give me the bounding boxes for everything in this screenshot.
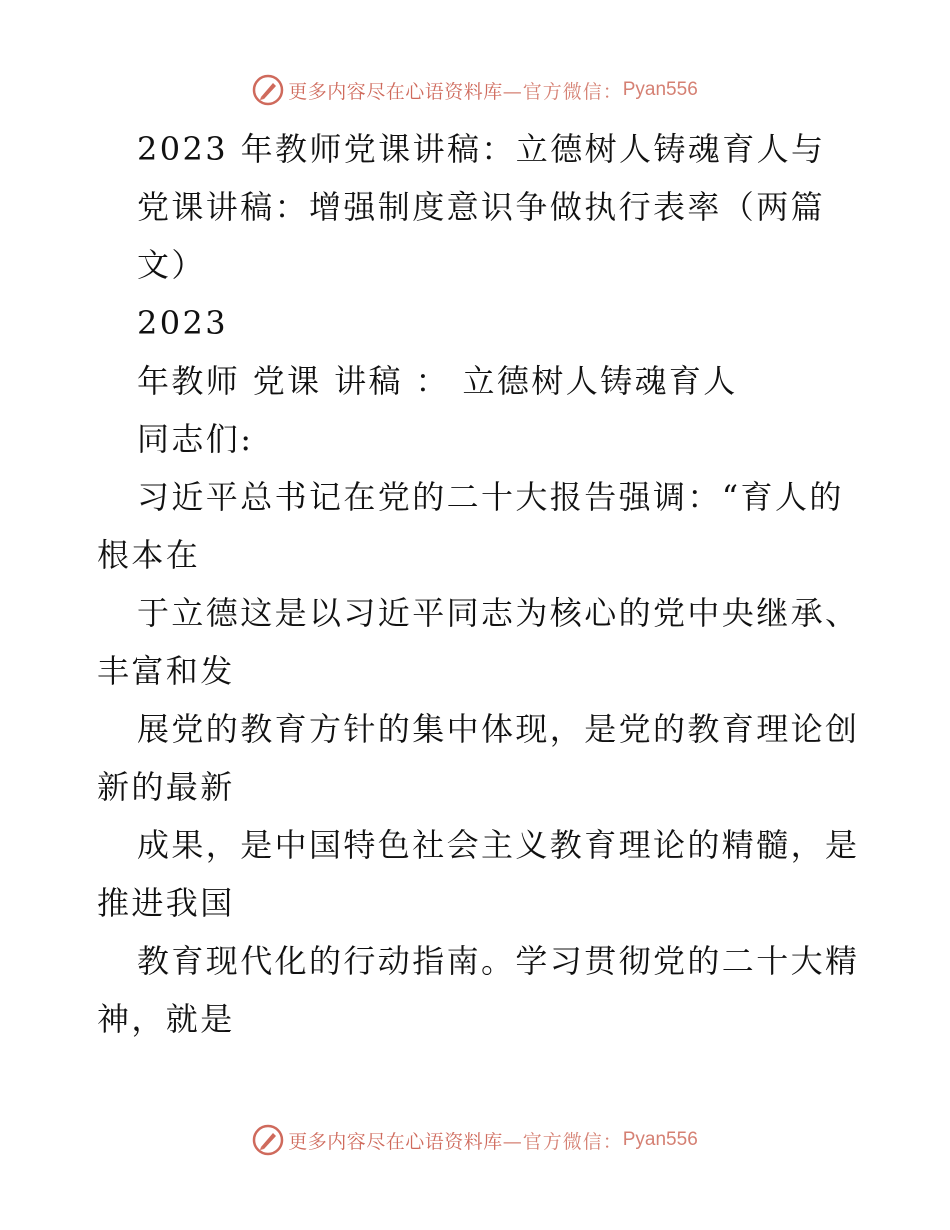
text-line: 习近平总书记在党的二十大报告强调：“育人的 [137, 478, 844, 516]
watermark-wechat-id: Pyan556 [622, 1129, 698, 1150]
watermark-contact: —官方微信： [502, 1130, 623, 1153]
text-line: 同志们: [137, 420, 254, 458]
watermark-wechat-id: Pyan556 [622, 79, 698, 100]
text-line: 于立德这是以习近平同志为核心的党中央继承、 [137, 594, 860, 632]
text-line: 2023 [137, 304, 229, 342]
text-line: 丰富和发 [97, 652, 235, 690]
text-line: 根本在 [97, 536, 201, 574]
text-line: 新的最新 [97, 768, 235, 806]
pen-nib-logo-icon [252, 1124, 284, 1156]
text-line: 推进我国 [97, 884, 235, 922]
text-line: 2023 年教师党课讲稿：立德树人铸魂育人与 [137, 130, 826, 168]
text-line: 党课讲稿：增强制度意识争做执行表率（两篇 [137, 188, 826, 226]
text-line: 成果，是中国特色社会主义教育理论的精髓，是 [137, 826, 860, 864]
watermark-footer [0, 1122, 950, 1158]
text-line: 文） [137, 246, 206, 284]
watermark-brand: 更多内容尽在心语资料库 [288, 1130, 503, 1153]
watermark-brand: 更多内容尽在心语资料库 [288, 80, 503, 103]
text-line: 展党的教育方针的集中体现，是党的教育理论创 [137, 710, 860, 748]
text-line: 神，就是 [97, 1000, 235, 1038]
document-body [97, 120, 860, 1048]
pen-nib-logo-icon [252, 74, 284, 106]
watermark-contact: —官方微信： [502, 80, 623, 103]
text-line: 教育现代化的行动指南。学习贯彻党的二十大精 [137, 942, 860, 980]
watermark-header [0, 72, 950, 108]
text-line: 年教师 党课 讲稿 ： 立德树人铸魂育人 [137, 362, 738, 400]
